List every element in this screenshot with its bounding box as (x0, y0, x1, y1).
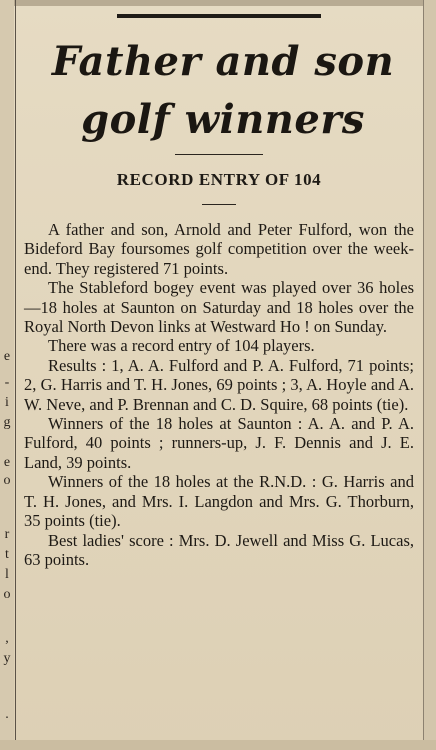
headline-divider-rule (175, 154, 263, 155)
adjacent-column-fragment: o (3, 473, 11, 488)
adjacent-column-fragment: . (5, 707, 9, 722)
article-paragraph: Winners of the 18 holes at Saunton : A. A. and P. A. Fulford, 40 points ; runners-up, J. F. Dennis and J. E. Land, 39 points. (24, 414, 414, 472)
torn-top-edge (0, 0, 436, 6)
column-divider-left (15, 0, 16, 750)
adjacent-column-fragment: i (5, 395, 9, 410)
adjacent-column-fragment: y (3, 651, 11, 666)
adjacent-column-fragment: t (5, 547, 9, 562)
adjacent-column-strip (0, 0, 14, 750)
adjacent-column-fragment: - (4, 375, 10, 390)
article-paragraph: Best ladies' score : Mrs. D. Jewell and Miss G. Lucas, 63 points. (24, 530, 414, 569)
headline-top-rule (117, 14, 321, 18)
adjacent-column-fragment: l (5, 567, 9, 582)
article-paragraph: Results : 1, A. A. Fulford and P. A. Fulford, 71 points; 2, G. Harris and T. H. Jones, 69 points ; 3, A. Hoyle and A. W. Neve, and P. Brennan and C. D. Squire, 68 points (tie). (24, 355, 414, 414)
adjacent-column-fragment: , (5, 631, 9, 646)
article-body (24, 220, 414, 569)
adjacent-column-fragment: g (3, 415, 11, 430)
subheading: RECORD ENTRY OF 104 (116, 170, 322, 189)
article-paragraph: There was a record entry of 104 players. (48, 336, 315, 356)
headline-line-1: Father and son (51, 38, 395, 85)
adjacent-column-fragment: e (3, 455, 11, 470)
adjacent-column-fragment: o (3, 587, 11, 602)
article-paragraph: The Stableford bogey event was played over 36 holes—18 holes at Saunton on Saturday and 18 holes over the Royal North Devon links at Westward Ho ! on Sunday. (24, 278, 414, 337)
adjacent-column-fragment: r (4, 527, 10, 542)
right-margin-strip (424, 0, 436, 750)
subheading-divider-rule (202, 204, 236, 205)
adjacent-column-fragment: e (3, 349, 11, 364)
article-paragraph: A father and son, Arnold and Peter Fulford, won the Bideford Bay foursomes golf competition over the week-end. They registered 71 points. (24, 220, 414, 278)
article-paragraph: Winners of the 18 holes at the R.N.D. : G. Harris and T. H. Jones, and Mrs. I. Langdon and Mrs. G. Thorburn, 35 points (tie). (24, 472, 414, 531)
headline-line-2: golf winners (81, 96, 365, 143)
torn-bottom-edge (0, 740, 436, 750)
